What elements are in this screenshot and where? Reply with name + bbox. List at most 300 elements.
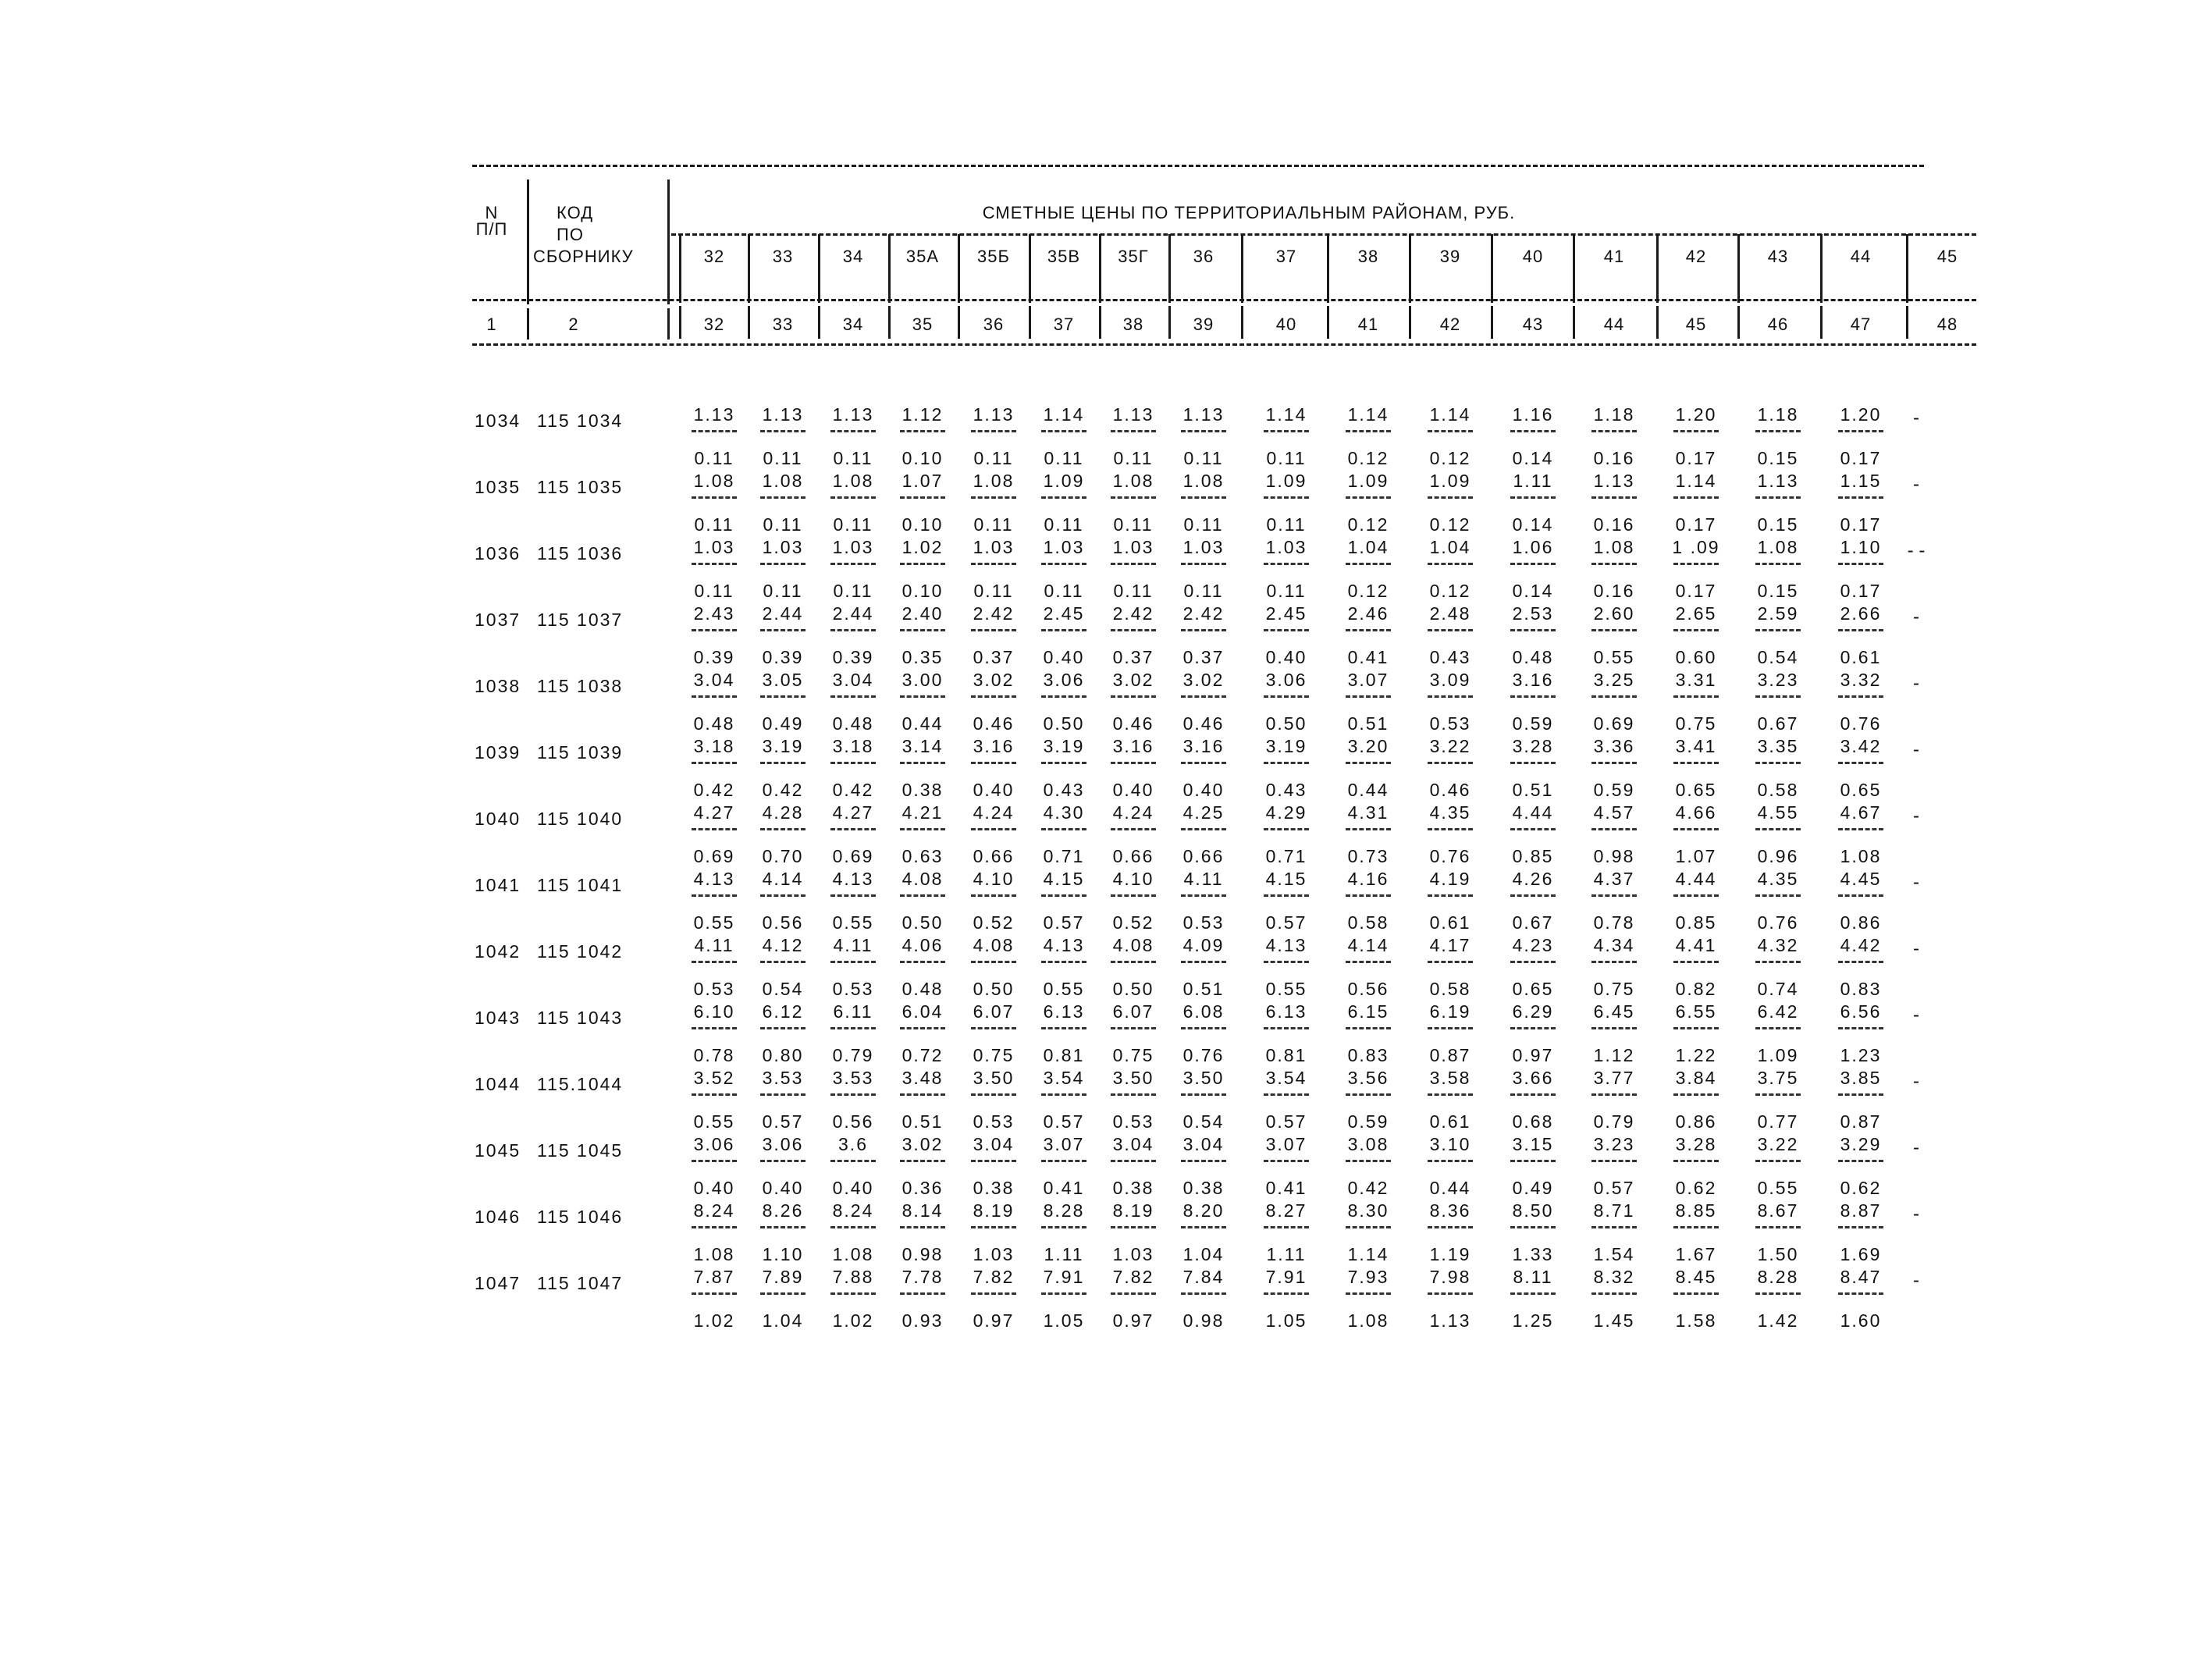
district-45-value: - (1913, 805, 1919, 827)
fraction-line (1346, 496, 1391, 499)
header-n: N (485, 203, 499, 222)
price-value: 4.14 (1347, 935, 1389, 955)
price-value: 6.56 (1840, 1001, 1882, 1022)
wage-value: 0.35 (902, 647, 944, 667)
wage-value: 0.76 (1429, 846, 1471, 866)
fraction-line (971, 961, 1016, 963)
wage-value: 0.11 (1266, 448, 1307, 468)
fraction-line (692, 629, 737, 631)
wage-value: 0.11 (1044, 514, 1084, 535)
fraction-line (1838, 695, 1883, 698)
wage-value: 0.43 (1429, 647, 1471, 667)
wage-value: 0.17 (1675, 514, 1717, 535)
wage-value: 0.42 (1347, 1178, 1389, 1198)
price-value: 1.08 (693, 471, 735, 491)
wage-value: 1.54 (1593, 1244, 1635, 1264)
fraction-line (1755, 629, 1801, 631)
price-value: 3.09 (1429, 670, 1471, 690)
wage-value: 0.66 (1112, 846, 1154, 866)
price-value: 3.02 (973, 670, 1015, 690)
row-code: 115 1038 (537, 676, 624, 696)
row-code: 115 1040 (537, 809, 624, 829)
price-value: 1.09 (1429, 471, 1471, 491)
price-value: 3.28 (1512, 736, 1554, 756)
price-value: 4.13 (1265, 935, 1307, 955)
wage-value: 1.58 (1675, 1310, 1717, 1331)
wage-value: 0.11 (694, 448, 734, 468)
wage-value: 0.12 (1347, 448, 1389, 468)
header-separator (527, 180, 529, 304)
price-value: 3.16 (1512, 670, 1554, 690)
fraction-line (1111, 695, 1156, 698)
fraction-line (760, 961, 805, 963)
wage-value: 0.69 (693, 846, 735, 866)
wage-value: 0.48 (1512, 647, 1554, 667)
column-number-label: 41 (1357, 315, 1379, 334)
wage-value: 0.11 (973, 581, 1014, 601)
fraction-line (900, 1160, 945, 1162)
fraction-line (900, 961, 945, 963)
row-code: 115 1047 (537, 1273, 624, 1293)
price-value: 4.16 (1347, 869, 1389, 889)
district-label: 35Б (977, 247, 1010, 266)
district-separator (818, 234, 820, 303)
fraction-line (1264, 762, 1309, 764)
row-code: 115 1046 (537, 1207, 624, 1227)
column-number-label: 46 (1767, 315, 1789, 334)
fraction-line (692, 762, 737, 764)
price-value: 1.06 (1512, 537, 1554, 557)
price-value: 3.31 (1675, 670, 1717, 690)
price-value: 3.04 (693, 670, 735, 690)
wage-value: 0.15 (1757, 514, 1799, 535)
district-45-value: - (1913, 407, 1919, 428)
row-code: 115 1045 (537, 1140, 624, 1161)
column-number-label: 39 (1193, 315, 1214, 334)
fraction-line (1591, 695, 1637, 698)
row-code: 115 1039 (537, 742, 624, 763)
fraction-line (1510, 1226, 1556, 1228)
wage-value: 0.83 (1347, 1045, 1389, 1065)
price-value: 3.23 (1757, 670, 1799, 690)
wage-value: 0.48 (832, 713, 874, 734)
wage-value: 0.51 (1182, 979, 1225, 999)
district-45-value: - (1913, 938, 1919, 959)
fraction-line (1181, 961, 1226, 963)
wage-value: 0.80 (762, 1045, 804, 1065)
wage-value: 0.73 (1347, 846, 1389, 866)
header-code-2: ПО (557, 225, 584, 244)
fraction-line (1111, 762, 1156, 764)
wage-value: 0.67 (1757, 713, 1799, 734)
price-value: 4.31 (1347, 802, 1389, 823)
fraction-line (1111, 1027, 1156, 1029)
price-value: 1.16 (1512, 404, 1554, 425)
wage-value: 0.57 (762, 1111, 804, 1132)
wage-value: 0.40 (762, 1178, 804, 1198)
row-number: 1035 (475, 477, 521, 497)
fraction-line (900, 1027, 945, 1029)
fraction-line (1428, 961, 1473, 963)
wage-value: 0.53 (693, 979, 735, 999)
fraction-line (1346, 961, 1391, 963)
price-value: 7.82 (973, 1267, 1015, 1287)
fraction-line (1838, 1027, 1883, 1029)
price-value: 2.40 (902, 603, 944, 624)
price-value: 2.45 (1043, 603, 1085, 624)
price-value: 4.11 (694, 935, 734, 955)
price-value: 3.58 (1429, 1068, 1471, 1088)
fraction-line (1591, 1226, 1637, 1228)
price-value: 4.09 (1182, 935, 1225, 955)
wage-value: 0.74 (1757, 979, 1799, 999)
price-value: 3.00 (902, 670, 944, 690)
fraction-line (1041, 629, 1086, 631)
district-separator (1906, 234, 1908, 303)
column-number-separator (1737, 306, 1740, 339)
fraction-line (1111, 496, 1156, 499)
fraction-line (830, 629, 876, 631)
price-value: 1.13 (1112, 404, 1154, 425)
wage-value: 0.53 (1429, 713, 1471, 734)
wage-value: 0.50 (973, 979, 1015, 999)
price-value: 1.09 (1347, 471, 1389, 491)
wage-value: 0.59 (1512, 713, 1554, 734)
fraction-line (1838, 1093, 1883, 1096)
wage-value: 0.11 (763, 448, 803, 468)
fraction-line (1041, 1226, 1086, 1228)
wage-value: 0.56 (762, 912, 804, 933)
wage-value: 0.40 (1043, 647, 1085, 667)
fraction-line (1838, 629, 1883, 631)
fraction-line (1673, 828, 1719, 830)
price-value: 3.6 (838, 1134, 868, 1154)
fraction-line (692, 1160, 737, 1162)
price-value: 8.27 (1265, 1200, 1307, 1221)
price-value: 3.04 (1112, 1134, 1154, 1154)
wage-value: 0.85 (1512, 846, 1554, 866)
price-value: 4.21 (902, 802, 944, 823)
wage-value: 0.54 (762, 979, 804, 999)
fraction-line (830, 1226, 876, 1228)
district-separator (1241, 234, 1243, 303)
fraction-line (830, 1093, 876, 1096)
fraction-line (1428, 1292, 1473, 1295)
price-value: 2.53 (1512, 603, 1554, 624)
wage-value: 0.85 (1675, 912, 1717, 933)
price-value: 1.13 (1182, 404, 1225, 425)
fraction-line (1181, 496, 1226, 499)
fraction-line (692, 695, 737, 698)
fraction-line (692, 894, 737, 897)
wage-value: 0.11 (1183, 448, 1224, 468)
fraction-line (1181, 828, 1226, 830)
column-number-rule (472, 343, 1976, 346)
wage-value: 1.05 (1265, 1310, 1307, 1331)
wage-value: 0.55 (1593, 647, 1635, 667)
price-value: 6.11 (833, 1001, 873, 1022)
price-value: 3.02 (902, 1134, 944, 1154)
wage-value: 0.44 (902, 713, 944, 734)
price-value: 3.53 (762, 1068, 804, 1088)
title-rule (671, 233, 1976, 236)
price-value: 3.14 (902, 736, 944, 756)
fraction-line (1838, 961, 1883, 963)
price-value: 3.18 (693, 736, 735, 756)
price-value: 1.11 (1513, 471, 1553, 491)
price-value: 1.13 (832, 404, 874, 425)
price-value: 4.23 (1512, 935, 1554, 955)
wage-value: 0.15 (1757, 448, 1799, 468)
price-value: 3.41 (1675, 736, 1717, 756)
wage-value: 0.38 (902, 780, 944, 800)
wage-value: 0.72 (902, 1045, 944, 1065)
fraction-line (1111, 629, 1156, 631)
wage-value: 0.86 (1840, 912, 1882, 933)
price-value: 3.35 (1757, 736, 1799, 756)
district-label: 36 (1193, 247, 1214, 266)
row-code: 115 1036 (537, 543, 624, 564)
fraction-line (760, 695, 805, 698)
fraction-line (1755, 1027, 1801, 1029)
price-value: 8.28 (1043, 1200, 1085, 1221)
district-label: 34 (842, 247, 864, 266)
price-value: 1.13 (693, 404, 735, 425)
price-value: 3.29 (1840, 1134, 1882, 1154)
price-value: 1.18 (1593, 404, 1635, 425)
fraction-line (1264, 1027, 1309, 1029)
column-number-separator (1409, 306, 1411, 339)
price-value: 4.42 (1840, 935, 1882, 955)
wage-value: 0.11 (833, 581, 873, 601)
wage-value: 0.54 (1182, 1111, 1225, 1132)
wage-value: 0.52 (1112, 912, 1154, 933)
price-value: 3.56 (1347, 1068, 1389, 1088)
price-value: 3.77 (1593, 1068, 1635, 1088)
column-number-separator (1327, 306, 1329, 339)
wage-value: 0.98 (1593, 846, 1635, 866)
column-number-separator (1573, 306, 1575, 339)
district-label: 39 (1439, 247, 1461, 266)
column-number-label: 47 (1850, 315, 1872, 334)
fraction-line (1346, 1226, 1391, 1228)
wage-value: 0.40 (1182, 780, 1225, 800)
fraction-line (971, 1226, 1016, 1228)
fraction-line (1346, 563, 1391, 565)
fraction-line (760, 629, 805, 631)
wage-value: 1.02 (832, 1310, 874, 1331)
price-value: 3.50 (1182, 1068, 1225, 1088)
price-value: 3.28 (1675, 1134, 1717, 1154)
district-45-value: - (1913, 1203, 1919, 1225)
wage-value: 1.22 (1675, 1045, 1717, 1065)
wage-value: 0.75 (1112, 1045, 1154, 1065)
price-value: 4.06 (902, 935, 944, 955)
wage-value: 1.03 (973, 1244, 1015, 1264)
price-value: 3.32 (1840, 670, 1882, 690)
fraction-line (1673, 1027, 1719, 1029)
wage-value: 0.62 (1840, 1178, 1882, 1198)
price-value: 3.54 (1265, 1068, 1307, 1088)
fraction-line (1510, 1160, 1556, 1162)
fraction-line (1428, 496, 1473, 499)
fraction-line (760, 496, 805, 499)
fraction-line (1838, 1160, 1883, 1162)
price-value: 1.15 (1840, 471, 1882, 491)
wage-value: 0.78 (1593, 912, 1635, 933)
fraction-line (1510, 629, 1556, 631)
fraction-line (1755, 828, 1801, 830)
wage-value: 0.97 (973, 1310, 1015, 1331)
fraction-line (900, 1093, 945, 1096)
column-number-label: 40 (1275, 315, 1297, 334)
wage-value: 0.58 (1757, 780, 1799, 800)
wage-value: 0.37 (973, 647, 1015, 667)
fraction-line (1428, 894, 1473, 897)
price-value: 3.25 (1593, 670, 1635, 690)
row-number: 1038 (475, 676, 521, 696)
wage-value: 0.39 (762, 647, 804, 667)
column-number-label: 35 (912, 315, 934, 334)
price-value: 2.44 (832, 603, 874, 624)
wage-value: 0.76 (1182, 1045, 1225, 1065)
price-value: 1.20 (1675, 404, 1717, 425)
wage-value: 0.69 (832, 846, 874, 866)
row-number: 1042 (475, 941, 521, 962)
wage-value: 1.33 (1512, 1244, 1554, 1264)
price-value: 8.30 (1347, 1200, 1389, 1221)
fraction-line (1755, 894, 1801, 897)
wage-value: 0.16 (1593, 581, 1635, 601)
wage-value: 0.71 (1043, 846, 1085, 866)
fraction-line (1181, 1292, 1226, 1295)
column-number-label: 48 (1936, 315, 1958, 334)
fraction-line (1041, 1160, 1086, 1162)
fraction-line (830, 1027, 876, 1029)
price-value: 4.44 (1512, 802, 1554, 823)
price-value: 4.24 (1112, 802, 1154, 823)
fraction-line (1346, 1160, 1391, 1162)
wage-value: 0.55 (1043, 979, 1085, 999)
wage-value: 0.43 (1265, 780, 1307, 800)
price-value: 8.19 (1112, 1200, 1154, 1221)
fraction-line (830, 894, 876, 897)
wage-value: 0.44 (1429, 1178, 1471, 1198)
price-value: 2.46 (1347, 603, 1389, 624)
fraction-line (1428, 629, 1473, 631)
price-value: 4.67 (1840, 802, 1882, 823)
wage-value: 0.11 (763, 514, 803, 535)
column-number-label: 34 (842, 315, 864, 334)
fraction-line (1428, 1027, 1473, 1029)
fraction-line (1428, 1160, 1473, 1162)
wage-value: 0.50 (1043, 713, 1085, 734)
wage-value: 1.03 (1112, 1244, 1154, 1264)
price-value: 1.04 (1429, 537, 1471, 557)
fraction-line (1510, 563, 1556, 565)
fraction-line (1181, 762, 1226, 764)
price-value: 3.50 (973, 1068, 1015, 1088)
column-number-label: 36 (983, 315, 1005, 334)
fraction-line (1591, 1027, 1637, 1029)
wage-value: 0.49 (762, 713, 804, 734)
price-value: 4.11 (1183, 869, 1224, 889)
fraction-line (1181, 629, 1226, 631)
wage-value: 0.43 (1043, 780, 1085, 800)
fraction-line (1264, 1226, 1309, 1228)
wage-value: 0.17 (1840, 581, 1882, 601)
district-separator (1029, 234, 1031, 303)
fraction-line (760, 1093, 805, 1096)
price-value: 4.08 (902, 869, 944, 889)
wage-value: 0.77 (1757, 1111, 1799, 1132)
wage-value: 1.45 (1593, 1310, 1635, 1331)
fraction-line (1181, 894, 1226, 897)
wage-value: 0.10 (902, 448, 944, 468)
fraction-line (1591, 496, 1637, 499)
price-value: 4.25 (1182, 802, 1225, 823)
district-45-value: - (1913, 474, 1919, 495)
price-value: 1.03 (1043, 537, 1085, 557)
column-number-label: 43 (1522, 315, 1544, 334)
wage-value: 0.93 (902, 1310, 944, 1331)
column-number-separator (1168, 306, 1171, 339)
price-value: 1.08 (762, 471, 804, 491)
fraction-line (1041, 430, 1086, 432)
wage-value: 0.57 (1593, 1178, 1635, 1198)
fraction-line (900, 629, 945, 631)
wage-value: 0.42 (762, 780, 804, 800)
wage-value: 0.53 (1112, 1111, 1154, 1132)
column-number-label: 44 (1603, 315, 1625, 334)
column-number-label: 33 (772, 315, 794, 334)
price-value: 7.91 (1265, 1267, 1307, 1287)
price-value: 3.06 (1265, 670, 1307, 690)
wage-value: 0.14 (1512, 448, 1554, 468)
price-value: 3.10 (1429, 1134, 1471, 1154)
fraction-line (1591, 828, 1637, 830)
column-number-label: 1 (486, 315, 497, 334)
district-label: 45 (1936, 247, 1958, 266)
fraction-line (1111, 1226, 1156, 1228)
price-value: 3.52 (693, 1068, 735, 1088)
column-number-separator (1656, 306, 1659, 339)
fraction-line (760, 563, 805, 565)
district-separator (888, 234, 891, 303)
wage-value: 0.38 (1112, 1178, 1154, 1198)
wage-value: 1.08 (1840, 846, 1882, 866)
price-value: 3.16 (1182, 736, 1225, 756)
fraction-line (830, 496, 876, 499)
fraction-line (1041, 496, 1086, 499)
wage-value: 0.65 (1840, 780, 1882, 800)
fraction-line (760, 894, 805, 897)
fraction-line (1673, 961, 1719, 963)
fraction-line (1346, 762, 1391, 764)
wage-value: 0.11 (1113, 514, 1154, 535)
price-value: 1.02 (902, 537, 944, 557)
wage-value: 0.57 (1265, 1111, 1307, 1132)
price-value: 8.20 (1182, 1200, 1225, 1221)
price-value: 3.07 (1347, 670, 1389, 690)
wage-value: 0.57 (1043, 912, 1085, 933)
wage-value: 0.55 (693, 912, 735, 933)
price-value: 7.88 (832, 1267, 874, 1287)
wage-value: 1.09 (1757, 1045, 1799, 1065)
wage-value: 0.62 (1675, 1178, 1717, 1198)
fraction-line (1591, 1292, 1637, 1295)
price-value: 3.50 (1112, 1068, 1154, 1088)
